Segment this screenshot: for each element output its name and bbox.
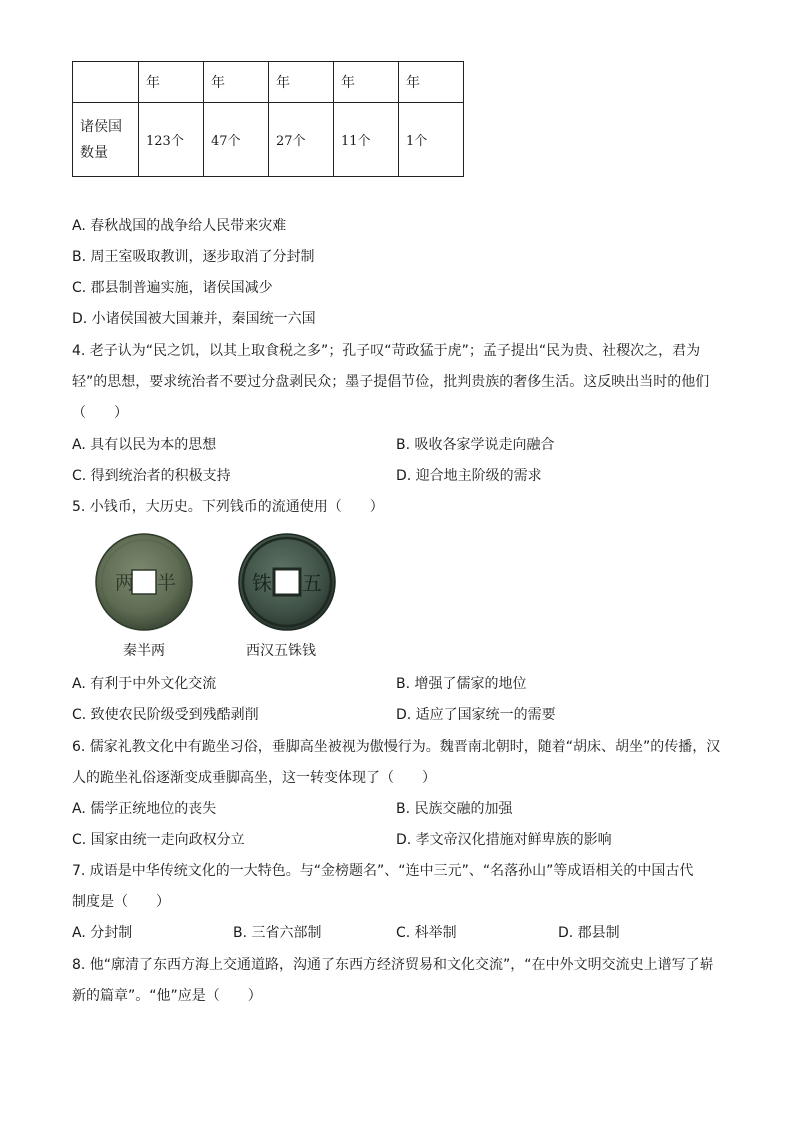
q8-stem-line1: 8. 他“廓清了东西方海上交通道路，沟通了东西方经济贸易和文化交流”，“在中外文明交流史上谱写了崭 [72, 957, 714, 973]
q4-stem-line3: （ ） [72, 405, 128, 421]
table-header-cell [73, 62, 139, 103]
row-label-line1: 诸侯国 [80, 118, 122, 135]
table-row [73, 103, 464, 177]
table-header-cell: 年 [139, 62, 204, 103]
q5-stem: 5. 小钱币，大历史。下列钱币的流通使用（ ） [72, 499, 384, 515]
qin-banliang-coin-image [94, 532, 194, 632]
q4-option-d: D. 迎合地主阶级的需求 [396, 468, 542, 484]
coin-icon [94, 532, 194, 632]
coin-icon [236, 532, 338, 632]
q7-option-a: A. 分封制 [72, 925, 133, 941]
q7-option-c: C. 科举制 [396, 925, 457, 941]
table-header-cell: 年 [269, 62, 334, 103]
q6-option-c: C. 国家由统一走向政权分立 [72, 832, 245, 848]
q4-option-b: B. 吸收各家学说走向融合 [396, 437, 555, 453]
table-cell: 11个 [334, 103, 399, 177]
q5-option-a: A. 有利于中外文化交流 [72, 676, 217, 692]
q4-stem-line1: 4. 老子认为“民之饥，以其上取食税之多”；孔子叹“苛政猛于虎”；孟子提出“民为贵、社稷次之，君为 [72, 343, 701, 359]
q7-stem-line1: 7. 成语是中华传统文化的一大特色。与“金榜题名”、“连中三元”、“名落孙山”等成语相关的中国古代 [72, 863, 694, 879]
row-label-line2: 数量 [80, 144, 108, 161]
table-cell: 1个 [399, 103, 464, 177]
q8-stem-line2: 新的篇章”。“他”应是（ ） [72, 988, 262, 1004]
table-row-label [73, 103, 139, 177]
table-header-cell: 年 [334, 62, 399, 103]
q7-option-d: D. 郡县制 [558, 925, 620, 941]
q3-option-b: B. 周王室吸取教训，逐步取消了分封制 [72, 249, 315, 265]
table-header-cell: 年 [204, 62, 269, 103]
q4-stem-line2: 轻”的思想，要求统治者不要过分盘剥民众；墨子提倡节俭，批判贵族的奢侈生活。这反映出当时的他们 [72, 374, 710, 390]
q3-option-d: D. 小诸侯国被大国兼并，秦国统一六国 [72, 311, 316, 327]
q6-stem-line1: 6. 儒家礼教文化中有跪坐习俗，垂脚高坐被视为傲慢行为。魏晋南北朝时，随着“胡床、胡坐”的传播，汉 [72, 739, 721, 755]
q5-option-d: D. 适应了国家统一的需要 [396, 707, 556, 723]
q5-option-b: B. 增强了儒家的地位 [396, 676, 527, 692]
coin2-char-right: 五 [302, 571, 322, 595]
table-header-cell: 年 [399, 62, 464, 103]
western-han-wuzhu-coin-image [236, 532, 338, 632]
q7-option-b: B. 三省六部制 [233, 925, 322, 941]
table-cell: 123个 [139, 103, 204, 177]
vassal-count-table [72, 61, 464, 177]
coin2-label: 西汉五铢钱 [246, 643, 316, 659]
q6-option-d: D. 孝文帝汉化措施对鲜卑族的影响 [396, 832, 612, 848]
q3-option-c: C. 郡县制普遍实施，诸侯国减少 [72, 280, 273, 296]
coin1-char-right: 半 [157, 572, 177, 594]
table-cell: 27个 [269, 103, 334, 177]
q7-stem-line2: 制度是（ ） [72, 894, 170, 910]
table-cell: 47个 [204, 103, 269, 177]
table-header-row [73, 62, 464, 103]
q4-option-a: A. 具有以民为本的思想 [72, 437, 217, 453]
q6-option-b: B. 民族交融的加强 [396, 801, 513, 817]
coin1-char-left: 两 [115, 572, 135, 594]
q6-stem-line2: 人的跪坐礼俗逐渐变成垂脚高坐，这一转变体现了（ ） [72, 770, 436, 786]
q6-option-a: A. 儒学正统地位的丧失 [72, 801, 217, 817]
coin1-label: 秦半两 [123, 643, 165, 659]
q4-option-c: C. 得到统治者的积极支持 [72, 468, 231, 484]
q5-option-c: C. 致使农民阶级受到残酷剥削 [72, 707, 259, 723]
q3-option-a: A. 春秋战国的战争给人民带来灾难 [72, 218, 287, 234]
coin2-char-left: 铢 [252, 571, 272, 595]
